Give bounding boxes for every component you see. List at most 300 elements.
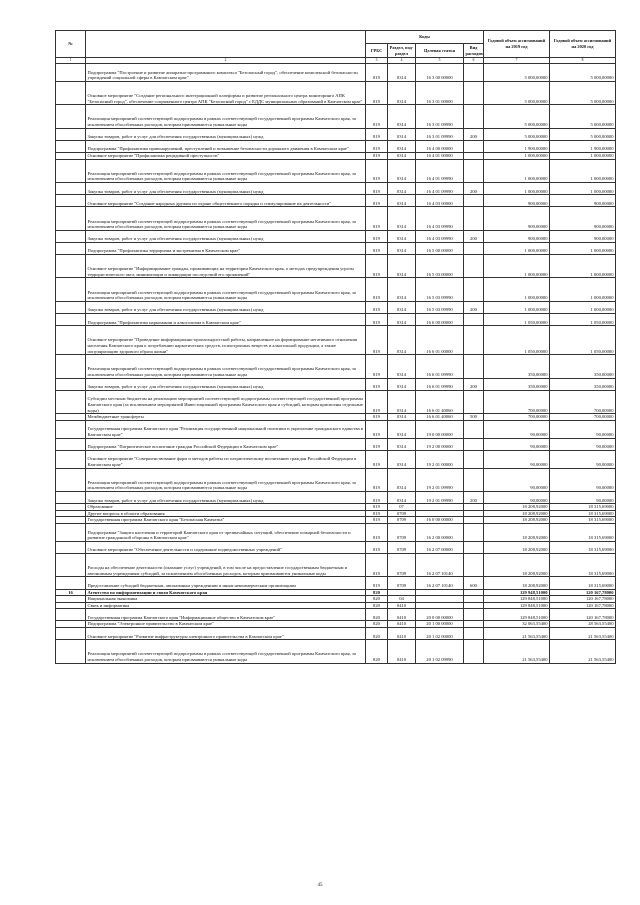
row-csr: 19 2 01 09990 [416, 491, 464, 503]
row-number [56, 159, 86, 182]
row-name: Закупка товаров, работ и услуг для обеспечения государственных (муниципальных) нужд [86, 378, 366, 390]
row-amount-2020: 21 563,55400 [550, 640, 616, 663]
row-razdel: 0410 [388, 628, 416, 640]
row-grbs: 820 [366, 621, 388, 628]
row-name: Национальная экономика [86, 596, 366, 603]
row-amount-2020: 900,00000 [550, 230, 616, 242]
row-vr [464, 468, 484, 491]
row-amount-2019: 1 050,00000 [484, 326, 550, 355]
row-razdel: 0314 [388, 420, 416, 438]
row-vr [464, 621, 484, 628]
row-grbs: 819 [366, 517, 388, 524]
index-cell: 6 [464, 58, 484, 64]
row-vr [464, 105, 484, 128]
row-csr [416, 602, 464, 609]
table-row [56, 504, 616, 511]
table-row [56, 491, 616, 503]
row-csr: 16 0 00 00000 [416, 517, 464, 524]
row-razdel: 0709 [388, 523, 416, 541]
row-vr [464, 640, 484, 663]
row-csr: 16 4 01 09990 [416, 159, 464, 182]
table-row [56, 414, 616, 421]
table-row [56, 378, 616, 390]
table-row [56, 301, 616, 313]
table-row [56, 609, 616, 621]
row-csr: 16 2 07 10140 [416, 553, 464, 576]
row-amount-2020: 350,00000 [550, 355, 616, 378]
row-razdel: 0314 [388, 152, 416, 159]
row-amount-2019: 32 063,55400 [484, 621, 550, 628]
row-grbs: 819 [366, 504, 388, 511]
row-vr [464, 255, 484, 278]
row-amount-2019: 18 208,92000 [484, 523, 550, 541]
row-vr [464, 420, 484, 438]
row-number [56, 640, 86, 663]
row-razdel: 0314 [388, 468, 416, 491]
table-row [56, 438, 616, 450]
row-number [56, 242, 86, 254]
row-grbs: 819 [366, 159, 388, 182]
row-amount-2020: 5 000,00000 [550, 105, 616, 128]
row-amount-2019: 1 000,00000 [484, 242, 550, 254]
row-amount-2020: 120 167,78000 [550, 602, 616, 609]
row-csr: 20 1 02 09990 [416, 640, 464, 663]
row-csr: 19 2 01 00000 [416, 450, 464, 468]
row-razdel: 0314 [388, 301, 416, 313]
row-razdel: 0314 [388, 242, 416, 254]
row-vr [464, 195, 484, 207]
row-csr: 16 5 00 00000 [416, 242, 464, 254]
row-amount-2020: 5 000,00000 [550, 64, 616, 82]
row-number [56, 450, 86, 468]
index-cell: 7 [484, 58, 550, 64]
row-grbs: 819 [366, 182, 388, 194]
row-amount-2020: 90,00000 [550, 420, 616, 438]
row-grbs: 819 [366, 553, 388, 576]
table-row [56, 195, 616, 207]
row-csr [416, 589, 464, 596]
row-number [56, 602, 86, 609]
table-row [56, 230, 616, 242]
row-amount-2020: 900,00000 [550, 207, 616, 230]
row-number [56, 326, 86, 355]
table-row [56, 640, 616, 663]
row-vr: 200 [464, 491, 484, 503]
row-csr: 16 3 00 00000 [416, 64, 464, 82]
row-name: Реализация мероприятий соответствующей подпрограммы в рамках соответствующей государственной программы Камчатского края, за исключением обособленных расходов, которым присваиваются уникальные коды [86, 105, 366, 128]
row-razdel: 0314 [388, 378, 416, 390]
row-number [56, 621, 86, 628]
row-amount-2020: 5 000,00000 [550, 81, 616, 104]
header-grbs: ГРБС [366, 44, 388, 58]
table-row [56, 621, 616, 628]
table-row [56, 278, 616, 301]
row-amount-2019: 129 848,51000 [484, 602, 550, 609]
row-name: Образование [86, 504, 366, 511]
table-row [56, 314, 616, 326]
row-razdel: 0314 [388, 326, 416, 355]
row-vr [464, 390, 484, 413]
row-amount-2019: 18 208,92000 [484, 510, 550, 517]
row-number [56, 378, 86, 390]
table-row [56, 468, 616, 491]
row-csr: 16 2 00 00000 [416, 523, 464, 541]
row-razdel: 0314 [388, 390, 416, 413]
row-csr [416, 596, 464, 603]
row-vr [464, 628, 484, 640]
row-grbs: 820 [366, 589, 388, 596]
table-row [56, 517, 616, 524]
row-number [56, 541, 86, 553]
row-amount-2019: 700,00000 [484, 390, 550, 413]
row-grbs: 819 [366, 355, 388, 378]
row-razdel: 0314 [388, 105, 416, 128]
row-name: Подпрограмма "Профилактика правонарушений, преступлений и повышение безопасности дорожного движения в Камчатском крае" [86, 140, 366, 152]
row-vr [464, 278, 484, 301]
row-grbs: 819 [366, 207, 388, 230]
row-amount-2019: 900,00000 [484, 230, 550, 242]
table-row [56, 577, 616, 589]
table-row [56, 510, 616, 517]
row-name: Подпрограмма "Профилактика наркомании и алкоголизма в Камчатском крае" [86, 314, 366, 326]
row-name: Закупка товаров, работ и услуг для обеспечения государственных (муниципальных) нужд [86, 301, 366, 313]
row-vr [464, 523, 484, 541]
row-csr: 16 5 03 09990 [416, 278, 464, 301]
row-razdel: 07 [388, 504, 416, 511]
row-amount-2020: 1 900,00000 [550, 140, 616, 152]
row-amount-2019: 1 000,00000 [484, 255, 550, 278]
row-grbs: 819 [366, 195, 388, 207]
row-csr: 16 3 01 00000 [416, 81, 464, 104]
row-amount-2019: 18 208,92000 [484, 517, 550, 524]
row-vr: 200 [464, 301, 484, 313]
row-grbs: 819 [366, 128, 388, 140]
row-vr [464, 541, 484, 553]
row-amount-2020: 18 315,69000 [550, 541, 616, 553]
table-row [56, 64, 616, 82]
row-amount-2019: 1 000,00000 [484, 278, 550, 301]
row-name: Реализация мероприятий соответствующей подпрограммы в рамках соответствующей государственной программы Камчатского края, за исключением обособленных расходов, которым присваиваются уникальные коды [86, 278, 366, 301]
row-amount-2019: 5 000,00000 [484, 105, 550, 128]
row-amount-2020: 1 000,00000 [550, 242, 616, 254]
row-amount-2020: 700,00000 [550, 390, 616, 413]
row-grbs: 819 [366, 314, 388, 326]
row-number [56, 278, 86, 301]
row-name: Закупка товаров, работ и услуг для обеспечения государственных (муниципальных) нужд [86, 491, 366, 503]
row-amount-2019: 900,00000 [484, 195, 550, 207]
row-number [56, 517, 86, 524]
row-amount-2019: 900,00000 [484, 207, 550, 230]
row-grbs: 820 [366, 628, 388, 640]
row-number [56, 105, 86, 128]
header-name [86, 31, 366, 58]
row-amount-2020: 90,00000 [550, 468, 616, 491]
row-csr: 16 4 03 00000 [416, 195, 464, 207]
row-name: Основное мероприятие "Совершенствование форм и методов работы по патриотическому воспитанию граждан Российской Федерации в Камчатском крае" [86, 450, 366, 468]
row-csr: 16 4 03 09990 [416, 230, 464, 242]
row-csr: 19 2 01 09990 [416, 468, 464, 491]
row-csr: 16 4 01 09990 [416, 182, 464, 194]
row-csr: 19 0 00 00000 [416, 420, 464, 438]
row-razdel: 0314 [388, 159, 416, 182]
row-name: Агентство по информатизации и связи Камчатского края [86, 589, 366, 596]
row-razdel: 0314 [388, 81, 416, 104]
row-name: Подпрограмма "Профилактика терроризма и экстремизма в Камчатском крае" [86, 242, 366, 254]
row-name: Реализация мероприятий соответствующей подпрограммы в рамках соответствующей государственной программы Камчатского края, за исключением обособленных расходов, которым присваиваются уникальные коды [86, 355, 366, 378]
row-amount-2020: 18 315,69000 [550, 577, 616, 589]
row-vr [464, 504, 484, 511]
row-amount-2020: 18 315,69000 [550, 517, 616, 524]
row-grbs: 819 [366, 378, 388, 390]
row-name: Подпрограмма "Электронное правительство в Камчатском крае" [86, 621, 366, 628]
row-vr [464, 355, 484, 378]
table-row [56, 152, 616, 159]
table-row [56, 182, 616, 194]
row-vr [464, 450, 484, 468]
row-csr: 20 1 00 00000 [416, 621, 464, 628]
row-amount-2020: 1 000,00000 [550, 255, 616, 278]
row-amount-2020: 120 167,78000 [550, 596, 616, 603]
row-amount-2019: 1 000,00000 [484, 301, 550, 313]
row-amount-2020: 90,00000 [550, 491, 616, 503]
table-row [56, 355, 616, 378]
table-row [56, 140, 616, 152]
row-number [56, 510, 86, 517]
row-amount-2020: 1 000,00000 [550, 182, 616, 194]
row-name: Реализация мероприятий соответствующей подпрограммы в рамках соответствующей государственной программы Камчатского края, за исключением обособленных расходов, которым присваиваются уникальные коды [86, 640, 366, 663]
row-razdel: 0410 [388, 621, 416, 628]
row-number [56, 195, 86, 207]
row-number [56, 628, 86, 640]
row-amount-2020: 5 000,00000 [550, 128, 616, 140]
row-vr: 200 [464, 230, 484, 242]
row-vr [464, 596, 484, 603]
index-cell: 2 [86, 58, 366, 64]
row-vr [464, 510, 484, 517]
row-amount-2020: 350,00000 [550, 378, 616, 390]
row-number [56, 207, 86, 230]
row-csr: 16 4 00 00000 [416, 140, 464, 152]
header-razdel: Раздел, под-раздел [388, 44, 416, 58]
row-amount-2019: 90,00000 [484, 468, 550, 491]
row-vr: 200 [464, 378, 484, 390]
table-row [56, 596, 616, 603]
row-number [56, 523, 86, 541]
row-grbs: 819 [366, 278, 388, 301]
table-row [56, 553, 616, 576]
row-name: Другие вопросы в области образования [86, 510, 366, 517]
row-amount-2020: 1 000,00000 [550, 152, 616, 159]
table-row [56, 326, 616, 355]
row-vr [464, 609, 484, 621]
row-csr: 16 4 01 00000 [416, 152, 464, 159]
row-razdel: 0410 [388, 602, 416, 609]
row-amount-2020: 1 000,00000 [550, 301, 616, 313]
row-number [56, 609, 86, 621]
row-csr: 20 0 00 00000 [416, 609, 464, 621]
row-name: Основное мероприятие "Создание народных дружин по охране общественного порядка и стимулирование их деятельности" [86, 195, 366, 207]
row-amount-2019: 21 563,55400 [484, 640, 550, 663]
row-csr: 16 6 01 40060 [416, 390, 464, 413]
row-number [56, 414, 86, 421]
row-grbs: 819 [366, 450, 388, 468]
row-amount-2019: 129 848,51000 [484, 596, 550, 603]
table-row [56, 128, 616, 140]
row-number [56, 420, 86, 438]
row-grbs: 819 [366, 420, 388, 438]
row-razdel: 0314 [388, 278, 416, 301]
row-razdel: 0314 [388, 355, 416, 378]
row-razdel: 0314 [388, 255, 416, 278]
header-codes: Коды [366, 31, 484, 44]
row-amount-2019: 350,00000 [484, 355, 550, 378]
row-name: Подпрограмма "Защита населения и территорий Камчатского края от чрезвычайных ситуаций, обеспечение пожарной безопасности и развитие гражданской обороны в Камчатском крае" [86, 523, 366, 541]
table-row [56, 628, 616, 640]
table-row [56, 450, 616, 468]
row-number [56, 355, 86, 378]
row-number [56, 230, 86, 242]
row-name: Закупка товаров, работ и услуг для обеспечения государственных (муниципальных) нужд [86, 128, 366, 140]
row-grbs: 819 [366, 140, 388, 152]
row-amount-2020: 1 050,00000 [550, 314, 616, 326]
row-amount-2019: 129 848,51000 [484, 609, 550, 621]
table-row [56, 105, 616, 128]
row-grbs: 819 [366, 326, 388, 355]
row-razdel: 0314 [388, 314, 416, 326]
row-razdel: 0709 [388, 553, 416, 576]
row-amount-2019: 5 000,00000 [484, 64, 550, 82]
table-row [56, 255, 616, 278]
row-amount-2019: 90,00000 [484, 450, 550, 468]
row-name: Реализация мероприятий соответствующей подпрограммы в рамках соответствующей государственной программы Камчатского края, за исключением обособленных расходов, которым присваиваются уникальные коды [86, 159, 366, 182]
row-csr: 16 4 03 09990 [416, 207, 464, 230]
row-number [56, 255, 86, 278]
row-amount-2019: 5 000,00000 [484, 81, 550, 104]
row-grbs: 819 [366, 255, 388, 278]
index-cell: 1 [56, 58, 86, 64]
header-2020: Годовой объем ассигнований на 2020 год [550, 31, 616, 58]
row-vr [464, 589, 484, 596]
row-amount-2020: 120 167,78000 [550, 609, 616, 621]
row-csr: 16 6 01 40060 [416, 414, 464, 421]
row-grbs: 820 [366, 602, 388, 609]
row-razdel: 0314 [388, 438, 416, 450]
row-amount-2019: 18 208,92000 [484, 541, 550, 553]
row-amount-2020: 18 315,69000 [550, 523, 616, 541]
row-number [56, 301, 86, 313]
row-vr [464, 242, 484, 254]
row-name: Основное мероприятие "Профилактика рецидивной преступности" [86, 152, 366, 159]
row-grbs: 819 [366, 523, 388, 541]
row-vr [464, 159, 484, 182]
row-number [56, 553, 86, 576]
row-amount-2019: 18 208,92000 [484, 577, 550, 589]
header-csr: Целевая статья [416, 44, 464, 58]
row-grbs: 819 [366, 64, 388, 82]
row-name: Основное мероприятие "Информирование граждан, проживающих на территории Камчатского края, о методах предупреждения угрозы террористического акта, минимизации и ликвидации последствий его проявлений" [86, 255, 366, 278]
row-number [56, 491, 86, 503]
row-amount-2020: 900,00000 [550, 195, 616, 207]
row-name: Закупка товаров, работ и услуг для обеспечения государственных (муниципальных) нужд [86, 182, 366, 194]
row-grbs: 819 [366, 390, 388, 413]
row-name: Закупка товаров, работ и услуг для обеспечения государственных (муниципальных) нужд [86, 230, 366, 242]
row-name: Основное мероприятие "Проведение информационно-пропагандистской работы, направленное на формирование негативного отношения населения Камчатского края к потреблению наркотических средств, психотропных веществ и алкогольной продукции, а также популяризацию здорового образа жизни" [86, 326, 366, 355]
row-amount-2019: 90,00000 [484, 491, 550, 503]
row-csr: 16 2 07 00000 [416, 541, 464, 553]
row-amount-2020: 1 000,00000 [550, 278, 616, 301]
row-razdel: 0314 [388, 182, 416, 194]
row-vr [464, 553, 484, 576]
row-vr [464, 140, 484, 152]
row-grbs: 819 [366, 105, 388, 128]
row-csr: 16 5 03 00000 [416, 255, 464, 278]
row-amount-2020: 1 050,00000 [550, 326, 616, 355]
row-amount-2019: 18 208,92000 [484, 553, 550, 576]
row-grbs: 819 [366, 491, 388, 503]
row-number [56, 468, 86, 491]
row-razdel: 0709 [388, 517, 416, 524]
table-row [56, 390, 616, 413]
row-grbs: 819 [366, 242, 388, 254]
row-amount-2019: 1 000,00000 [484, 159, 550, 182]
row-razdel: 0709 [388, 577, 416, 589]
row-number [56, 577, 86, 589]
header-2019: Годовой объем ассигнований на 2019 год [484, 31, 550, 58]
row-razdel: 0709 [388, 510, 416, 517]
table-row [56, 207, 616, 230]
row-grbs: 819 [366, 541, 388, 553]
row-csr: 16 3 01 09990 [416, 128, 464, 140]
row-amount-2020: 18 315,69000 [550, 510, 616, 517]
row-name: Подпрограмма "Патриотическое воспитание граждан Российской Федерации в Камчатском крае" [86, 438, 366, 450]
row-amount-2019: 18 208,92000 [484, 504, 550, 511]
row-vr [464, 64, 484, 82]
budget-page [55, 30, 615, 664]
row-grbs: 819 [366, 577, 388, 589]
index-cell: 3 [366, 58, 388, 64]
row-grbs: 819 [366, 301, 388, 313]
row-name: Основное мероприятие "Обеспечение деятельности и содержание подведомственных учреждений" [86, 541, 366, 553]
row-vr: 600 [464, 577, 484, 589]
row-number [56, 152, 86, 159]
row-name: Основное мероприятие "Развитие инфраструктуры электронного правительства в Камчатском крае" [86, 628, 366, 640]
row-razdel: 0410 [388, 609, 416, 621]
table-row [56, 602, 616, 609]
row-vr [464, 517, 484, 524]
row-amount-2019: 1 900,00000 [484, 140, 550, 152]
row-amount-2019: 5 000,00000 [484, 128, 550, 140]
row-name: Государственная программа Камчатского края "Реализация государственной национальной политики и укрепление гражданского единства в Камчатском крае" [86, 420, 366, 438]
row-vr [464, 81, 484, 104]
row-vr [464, 326, 484, 355]
row-amount-2020: 18 315,69000 [550, 553, 616, 576]
row-csr: 16 2 07 10140 [416, 577, 464, 589]
row-amount-2019: 90,00000 [484, 438, 550, 450]
row-grbs: 819 [366, 414, 388, 421]
row-vr [464, 438, 484, 450]
budget-table [55, 30, 616, 664]
row-number [56, 140, 86, 152]
row-amount-2020: 18 315,69000 [550, 504, 616, 511]
row-name: Реализация мероприятий соответствующей подпрограммы в рамках соответствующей государственной программы Камчатского края, за исключением обособленных расходов, которым присваиваются уникальные коды [86, 468, 366, 491]
row-name: Реализация мероприятий соответствующей подпрограммы в рамках соответствующей государственной программы Камчатского края, за исключением обособленных расходов, которым присваиваются уникальные коды [86, 207, 366, 230]
row-amount-2020: 90,00000 [550, 438, 616, 450]
row-amount-2020: 1 000,00000 [550, 159, 616, 182]
row-number [56, 182, 86, 194]
table-row [56, 159, 616, 182]
row-csr: 16 6 00 00000 [416, 314, 464, 326]
row-vr [464, 314, 484, 326]
